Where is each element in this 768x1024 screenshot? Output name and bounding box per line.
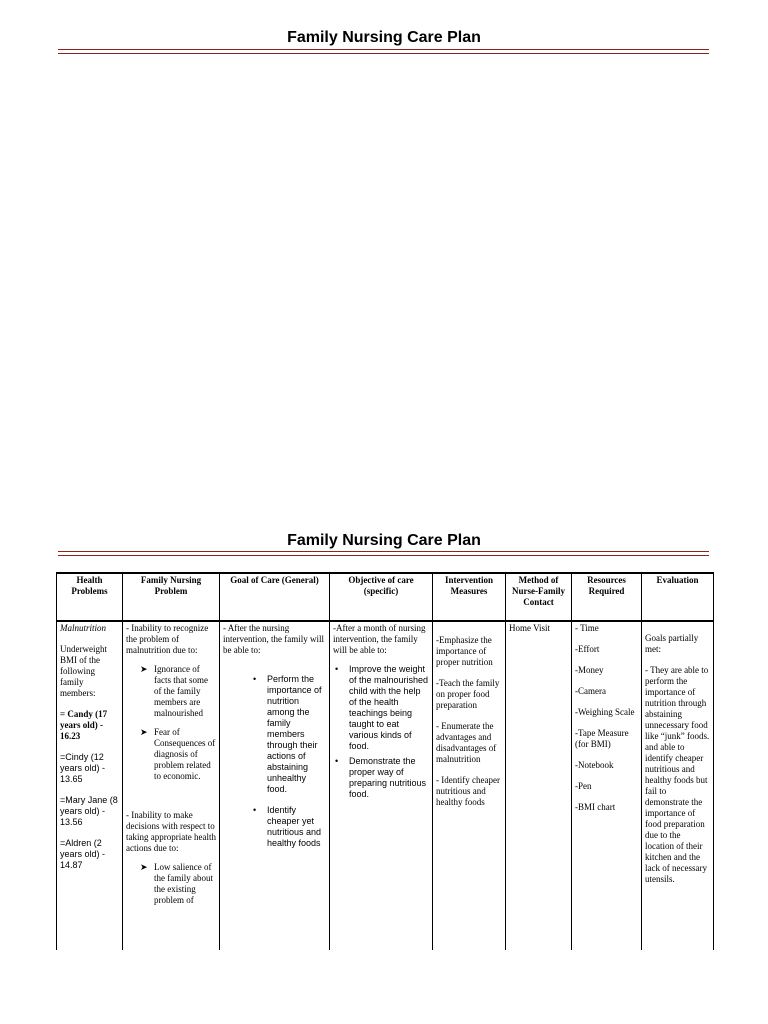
list-item xyxy=(253,805,326,849)
intervention-item: -Emphasize the importance of proper nutrition xyxy=(436,635,493,667)
objective-intro: -After a month of nursing intervention, the family will be able to: xyxy=(333,623,426,655)
arrow-bullet-icon: ➤ xyxy=(140,862,148,872)
member-bmi: = Candy (17 years old) - 16.23 xyxy=(60,709,108,741)
evaluation-cell xyxy=(642,621,714,950)
resource-item: -Effort xyxy=(575,644,600,654)
table-row xyxy=(57,621,714,950)
problem-intro: Underweight BMI of the following family members: xyxy=(60,644,107,698)
intervention-item: -Teach the family on proper food preparation xyxy=(436,678,500,710)
goal-cell xyxy=(220,621,330,950)
column-header: Objective of care (specific) xyxy=(330,573,433,621)
objective-cell xyxy=(330,621,433,950)
member-bmi: =Aldren (2 years old) - 14.87 xyxy=(60,838,106,870)
resource-item: -Tape Measure (for BMI) xyxy=(575,728,629,749)
list-item xyxy=(140,727,216,782)
list-item-text: Demonstrate the proper way of preparing nutritious food. xyxy=(349,756,427,799)
arrow-bullet-icon: ➤ xyxy=(140,727,148,737)
resource-item: - Time xyxy=(575,623,599,633)
column-header: Intervention Measures xyxy=(433,573,506,621)
resource-item: -Notebook xyxy=(575,760,614,770)
bullet-icon: • xyxy=(253,805,257,815)
column-header: Health Problems xyxy=(57,573,123,621)
title-rule xyxy=(58,49,709,54)
family-problem-cell xyxy=(123,621,220,950)
list-item-text: Perform the importance of nutrition among the family members through their actions of abstaining unhealthy food. xyxy=(267,674,322,794)
member-bmi: =Cindy (12 years old) - 13.65 xyxy=(60,752,106,784)
resource-item: -Money xyxy=(575,665,604,675)
list-item xyxy=(253,674,326,795)
care-plan-table xyxy=(56,572,714,950)
method-value: Home Visit xyxy=(509,623,551,633)
method-cell xyxy=(506,621,572,950)
problem-title: Malnutrition xyxy=(60,623,107,633)
intervention-item: - Identify cheaper nutritious and healthy foods xyxy=(436,775,500,807)
resource-item: -Pen xyxy=(575,781,592,791)
list-item-text: Identify cheaper yet nutritious and healthy foods xyxy=(267,805,322,848)
arrow-bullet-icon: ➤ xyxy=(140,664,148,674)
list-item-text: Improve the weight of the malnourished child with the help of the health teachings being taught to eat various kinds of food. xyxy=(349,664,429,751)
page-title: Family Nursing Care Plan xyxy=(287,29,481,46)
bullet-icon: • xyxy=(335,664,339,674)
health-problems-cell xyxy=(57,621,123,950)
intervention-item: - Enumerate the advantages and disadvantages of malnutrition xyxy=(436,721,497,764)
resource-item: -Weighing Scale xyxy=(575,707,635,717)
list-item-text: Low salience of the family about the existing problem of xyxy=(154,862,213,905)
page-title: Family Nursing Care Plan xyxy=(287,532,481,549)
column-header: Resources Required xyxy=(572,573,642,621)
list-item xyxy=(140,664,216,719)
problem-statement: - Inability to recognize the problem of malnutrition due to: xyxy=(126,623,209,655)
member-bmi: =Mary Jane (8 years old) - 13.56 xyxy=(60,795,118,827)
column-header: Goal of Care (General) xyxy=(220,573,330,621)
evaluation-detail: - They are able to perform the importance of nutrition through abstaining unnecessary food like “junk” foods. and able to identify cheaper nutritious and healthy foods but fail to demonstrate the importance of food preparation due to the location of their kitchen and the lack of necessary utensils. xyxy=(645,665,710,884)
resource-item: -Camera xyxy=(575,686,606,696)
title-rule xyxy=(58,551,709,556)
bullet-icon: • xyxy=(253,674,257,684)
resources-cell xyxy=(572,621,642,950)
table-header-row xyxy=(57,573,714,621)
column-header: Method of Nurse-Family Contact xyxy=(506,573,572,621)
column-header: Evaluation xyxy=(642,573,714,621)
evaluation-summary: Goals partially met: xyxy=(645,633,699,654)
intervention-cell xyxy=(433,621,506,950)
goal-intro: - After the nursing intervention, the family will be able to: xyxy=(223,623,324,655)
resource-item: -BMI chart xyxy=(575,802,616,812)
list-item xyxy=(335,756,429,800)
list-item-text: Fear of Consequences of diagnosis of problem related to economic. xyxy=(154,727,216,781)
problem-statement: - Inability to make decisions with respect to taking appropriate health actions due to: xyxy=(126,810,216,853)
list-item xyxy=(140,862,216,906)
bullet-icon: • xyxy=(335,756,339,766)
list-item-text: Ignorance of facts that some of the family members are malnourished xyxy=(154,664,208,718)
list-item xyxy=(335,664,429,752)
column-header: Family Nursing Problem xyxy=(123,573,220,621)
